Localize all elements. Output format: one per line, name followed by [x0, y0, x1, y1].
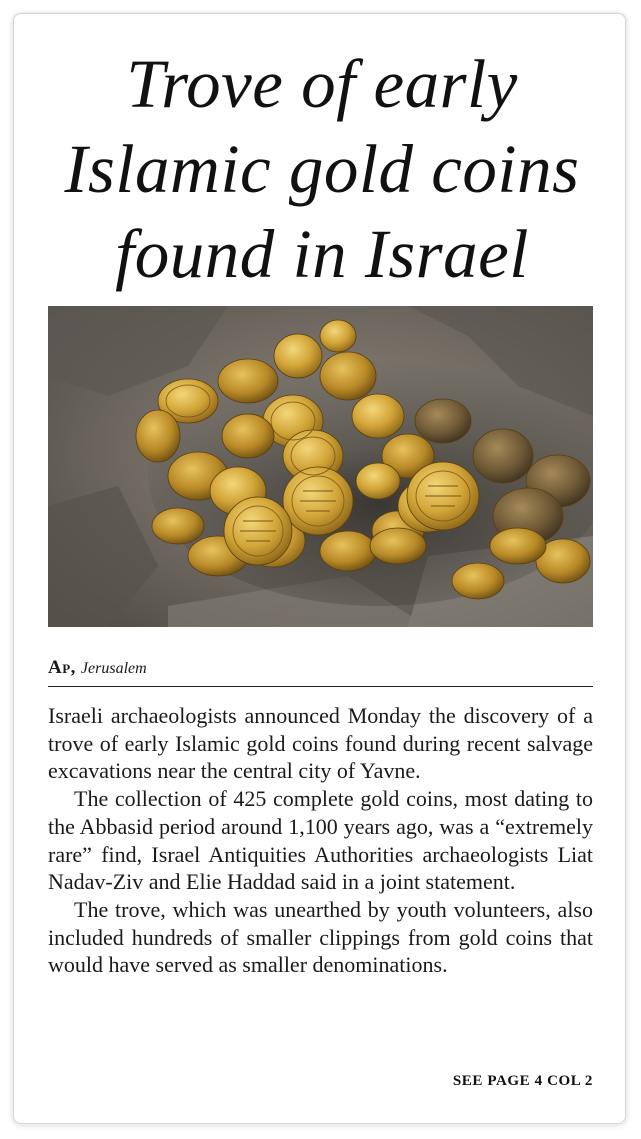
byline-place: Jerusalem: [80, 660, 147, 677]
article-photo: [48, 306, 593, 627]
paragraph-3: The trove, which was unearthed by youth volunteers, also included hundreds of smaller clippings from gold coins that would have served as smaller denominations.: [48, 896, 593, 978]
byline: [48, 656, 593, 687]
paragraph-1: Israeli archaeologists announced Monday the discovery of a trove of early Islamic gold coins found during recent salvage excavations near the central city of Yavne.: [48, 703, 593, 784]
continuation-note: SEE PAGE 4 COL 2: [452, 1073, 593, 1089]
paragraph-2: The collection of 425 complete gold coins, most dating to the Abbasid period around 1,100 years ago, was a “extremely rare” find, Israel Antiquities Authorities archaeologists Liat Nadav-Ziv and Elie Haddad said in a joint statement.: [48, 786, 593, 895]
byline-agency: Ap,: [48, 657, 76, 678]
headline: Trove of early Islamic gold coins found in Israel: [64, 46, 580, 292]
article-body: [48, 702, 593, 979]
